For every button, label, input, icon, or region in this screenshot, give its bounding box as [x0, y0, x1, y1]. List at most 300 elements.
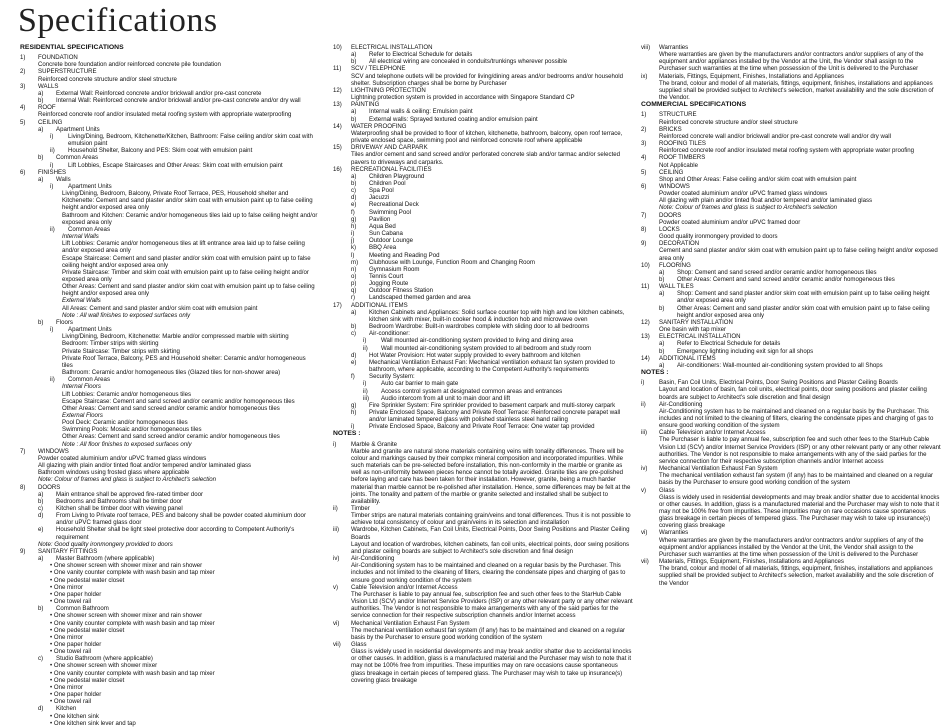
spec-heading	[20, 169, 318, 176]
item-number: 15)	[333, 144, 342, 152]
item-number: iii)	[333, 526, 340, 534]
item-number: vii)	[641, 558, 649, 566]
item-number: i)	[363, 337, 367, 345]
spec-heading	[333, 166, 633, 173]
spec-text: Private Roof Terrace, Balcony, PES and Household shelter: Ceramic and/or homogeneous tiles	[62, 354, 306, 369]
item-text: External walls: Sprayed textured coating and/or emulsion paint	[369, 115, 538, 123]
bullet-text: One towel rail	[53, 698, 92, 706]
item-text: Refer to Electrical Schedule for details	[369, 51, 473, 59]
item-text: SANITARY INSTALLATION	[659, 318, 733, 326]
item-text: Hot Water Provision: Hot water supply provided to every bathroom and kitchen	[369, 351, 581, 359]
spec-text: Reinforced concrete structure and/or steel structure	[38, 75, 177, 83]
item-number: 11)	[641, 283, 650, 291]
item-number: c)	[38, 655, 44, 663]
spec-subitem	[20, 605, 318, 612]
spec-subitem	[333, 209, 633, 216]
item-number: 2)	[20, 68, 26, 76]
item-number: g)	[351, 215, 357, 223]
spec-heading	[641, 226, 941, 233]
section-heading: NOTES :	[333, 430, 361, 438]
bullet-item	[20, 598, 318, 605]
item-number: i)	[333, 440, 337, 448]
item-text: Wardrobe, Kitchen Cabinets, Fan Coil Units, Electrical Points, Door Swing Positions and Plaster Ceiling Boards	[351, 526, 630, 541]
spec-text: Cement and sand plaster and/or skim coat with emulsion paint up to false ceiling height and/or exposed area only	[659, 247, 938, 262]
item-text: WALL TILES	[659, 283, 694, 291]
spec-heading	[20, 448, 318, 455]
spec-text: Powder coated aluminium and/or uPVC framed glass windows	[38, 454, 207, 462]
item-number: p)	[351, 280, 357, 288]
item-number: 6)	[641, 182, 647, 190]
spec-heading	[641, 169, 941, 176]
spec-text: External Floors	[62, 411, 103, 419]
spec-heading	[333, 641, 633, 648]
bullet-text: One paper holder	[53, 590, 102, 598]
item-text: Audio intercom from all unit to main door and lift	[381, 394, 511, 402]
spec-text: Living/Dining, Bedroom, Balcony, Private Roof Terrace, PES, Household shelter and Kitchenette: Cement and sand plaster and/or skim coat with emulsion paint up to false ceiling height and/or exposed area only	[62, 190, 313, 212]
bullet-item	[20, 641, 318, 648]
item-text: ELECTRICAL INSTALLATION	[351, 44, 433, 51]
spec-subitem	[641, 276, 941, 283]
item-text: Mechanical Ventilation Exhaust Fan System	[351, 619, 470, 627]
spec-subitem	[20, 526, 318, 540]
item-number: 1)	[641, 111, 647, 119]
bullet-text: One shower screen with shower mixer and rain shower	[53, 562, 203, 570]
spec-subitem	[20, 705, 318, 712]
spec-subitem	[333, 373, 633, 380]
item-text: Cable Television and/or Internet Access	[659, 429, 766, 437]
item-number: b)	[38, 605, 44, 613]
item-number: i)	[351, 230, 355, 238]
bullet-item	[20, 713, 318, 720]
spec-subitem	[333, 280, 633, 287]
item-number: 7)	[641, 211, 647, 219]
item-text: DOORS	[38, 483, 61, 491]
item-number: v)	[641, 486, 647, 494]
spec-subitem	[333, 323, 633, 330]
item-text: FOUNDATION	[38, 54, 78, 62]
spec-heading	[333, 441, 633, 448]
spec-text: Internal Walls	[62, 233, 99, 241]
item-text: ROOF	[38, 104, 56, 112]
spec-subitem	[641, 305, 941, 319]
spec-text: SCV and telephone outlets will be provided for living/dining areas and/or bedrooms and/or household shelter. Subscription charges shall be borne by Purchaser	[351, 72, 624, 87]
bullet-item	[20, 562, 318, 569]
spec-text: Other Areas: Cement and sand screed and/or ceramic and/or homogeneous tiles	[62, 433, 280, 441]
item-number: e)	[351, 358, 357, 366]
spec-heading	[20, 83, 318, 90]
bullet-icon: •	[50, 676, 54, 684]
item-number: a)	[351, 172, 357, 180]
item-number: d)	[351, 194, 357, 202]
item-text: Apartment Units	[68, 182, 112, 190]
item-number: a)	[659, 340, 665, 348]
bullet-text: One vanity counter complete with wash basin and tap mixer	[53, 569, 215, 577]
bullet-icon: •	[50, 698, 54, 706]
bullet-item	[20, 577, 318, 584]
item-text: Access control system at designated common areas and entrances	[381, 387, 563, 395]
spec-heading	[333, 65, 633, 72]
spec-text: All glazing with plain and/or tinted float and/or tempered and/or laminated glass	[659, 197, 873, 205]
spec-subitem	[333, 345, 633, 352]
column-middle	[333, 44, 633, 684]
spec-text: The mechanical ventilation exhaust fan system (if any) has to be maintained and cleaned on a regular basis by the Purchaser to ensure good working condition of the system	[351, 626, 626, 641]
bullet-text: One shower screen with shower mixer and rain shower	[53, 612, 203, 620]
spec-text: Marble and granite are natural stone materials containing veins with tonality differences. There will be colour and markings caused by their complex mineral composition and incorporated impurities. While such materials can be pre-selected before installation, this non-conformity in the marble or granite as well as non-uniformity between pieces hence cannot be totally avoided. Granite tiles are pre-polished before laying and care has been taken for their installation. However, granite, being a much harder material than marble cannot be re-polished after installation. Hence, some differences may be felt at the joints. The tonality and pattern of the marble or granite selected and installed shall be subject to availability.	[351, 447, 631, 505]
spec-heading	[333, 555, 633, 562]
spec-heading	[641, 140, 941, 147]
spec-heading	[20, 119, 318, 126]
item-text: DOORS	[659, 211, 682, 219]
item-number: k)	[351, 244, 357, 252]
item-number: iv)	[333, 555, 340, 563]
item-text: Warranties	[659, 44, 689, 51]
spec-subitem	[20, 154, 318, 161]
spec-heading	[641, 212, 941, 219]
spec-subitem	[333, 108, 633, 115]
spec-heading	[641, 558, 941, 565]
spec-text: Tiles and/or cement and sand screed and/or perforated concrete slab and/or tarmac and/or selected pavers to driveways and carparks.	[351, 151, 621, 166]
spec-subitem	[333, 380, 633, 387]
item-number: ix)	[641, 72, 648, 80]
item-text: ADDITIONAL ITEMS	[351, 301, 408, 309]
item-text: DRIVEWAY AND CARPARK	[351, 144, 428, 152]
spec-text: Lightning protection system is provided in accordance with Singapore Standard CP	[351, 94, 575, 102]
item-text: DECORATION	[659, 240, 700, 248]
bullet-icon: •	[50, 598, 54, 606]
spec-subitem	[333, 330, 633, 337]
spec-text: Concrete bore foundation and/or reinforced concrete pile foundation	[38, 61, 221, 69]
spec-subitem	[641, 340, 941, 347]
item-text: ADDITIONAL ITEMS	[659, 354, 716, 362]
spec-subitem	[20, 90, 318, 97]
item-number: b)	[38, 318, 44, 326]
item-text: Timber	[351, 505, 370, 512]
item-text: Air-conditioners: Wall-mounted air-conditioning system provided to all Shops	[677, 361, 883, 369]
item-number: 6)	[20, 168, 26, 176]
spec-text: The Purchaser is liable to pay annual fee, subscription fee and such other fees to the StarHub Cable Vision Ltd (SCV) and/or Internet Service Providers (ISP) or any other relevant party or any other relevant authorities. The Vendor is not responsible to make arrangements with any of the said parties for the service connection for their respective subscription channels and/or Internet access	[659, 436, 941, 465]
spec-text: Bathroom: Ceramic and/or homogeneous tiles (Glazed tiles for non-shower area)	[62, 369, 281, 377]
spec-text: Glass is widely used in residential developments and may break and/or shatter due to accidental knocks or other causes. In addition, glass is a manufactured material and the Purchaser may wish to note that it may not be 100% free from impurities. These impurities may on rare occasions cause spontaneous glass breakage in certain pieces of tempered glass. The Purchaser may wish to take up insurance(s) covering glass breakage	[351, 648, 632, 684]
item-text: Common Areas	[56, 154, 98, 162]
item-number: ii)	[50, 147, 55, 155]
spec-heading	[641, 355, 941, 362]
spec-subitem	[20, 655, 318, 662]
item-text: Internal Wall: Reinforced concrete and/or brickwall and/or pre-cast concrete and/or dry wall	[56, 97, 301, 105]
spec-heading	[641, 154, 941, 161]
spec-subitem	[20, 162, 318, 169]
spec-heading	[20, 104, 318, 111]
spec-subitem	[20, 555, 318, 562]
item-number: b)	[38, 497, 44, 505]
item-number: 11)	[333, 65, 342, 73]
item-text: Pavilion	[369, 215, 391, 223]
spec-subitem	[333, 201, 633, 208]
bullet-text: One pedestal water closet	[53, 576, 125, 584]
item-text: Lift Lobbies, Escape Staircases and Other Areas: Skim coat with emulsion paint	[68, 161, 283, 169]
spec-text: Bathroom windows using frosted glass where applicable	[38, 469, 190, 477]
item-number: 4)	[641, 154, 647, 162]
item-number: b)	[38, 97, 44, 105]
bullet-text: One vanity counter complete with wash basin and tap mixer	[53, 619, 215, 627]
item-text: Mechanical Ventilation Exhaust Fan System	[659, 465, 778, 473]
item-number: 7)	[20, 447, 26, 455]
spec-subitem	[20, 183, 318, 190]
spec-subitem	[333, 187, 633, 194]
spec-text: Glass is widely used in residential developments and may break and/or shatter due to accidental knocks or other causes. In addition, glass is a manufactured material and the Purchaser may wish to note that it may not be 100% free from impurities. These impurities may on rare occasions cause spontaneous glass breakage in certain pieces of tempered glass. The Purchaser may wish to take up insurance(s) covering glass breakage	[659, 493, 940, 530]
spec-text: All glazing with plain and/or tinted float and/or tempered and/or laminated glass	[38, 462, 252, 470]
item-number: j)	[351, 237, 355, 245]
item-text: Basin, Fan Coil Units, Electrical Points, Door Swing Positions and Plaster Ceiling Boards	[659, 379, 898, 387]
bullet-text: One towel rail	[53, 598, 92, 606]
bullet-icon: •	[50, 648, 54, 656]
bullet-item	[20, 698, 318, 705]
spec-subitem	[641, 362, 941, 369]
spec-text: All Areas: Cement and sand plaster and/or skim coat with emulsion paint	[62, 304, 258, 312]
column-commercial	[641, 44, 941, 587]
spec-text: Other Areas: Cement and sand plaster and/or skim coat with emulsion paint up to false ceiling height and/or exposed area only	[62, 283, 315, 298]
spec-heading	[641, 183, 941, 190]
spec-subitem	[333, 266, 633, 273]
item-text: SANITARY FITTINGS	[38, 547, 98, 555]
item-number: a)	[38, 125, 44, 133]
item-number: 13)	[641, 333, 650, 341]
item-number: a)	[351, 51, 357, 59]
spec-text: Internal Floors	[62, 383, 101, 391]
spec-text: Bathroom and Kitchen: Ceramic and/or homogeneous tiles laid up to false ceiling height and/or exposed area only	[62, 211, 318, 226]
spec-subitem	[333, 352, 633, 359]
item-number: 12)	[641, 318, 650, 326]
spec-text: Layout and location of wardrobes, kitchen cabinets, fan coil units, electrical points, door swing positions and plaster ceiling boards are subject to Architect's sole discretion and final design	[351, 540, 630, 555]
item-text: Emergency lighting including exit sign for all shops	[677, 347, 814, 355]
spec-subitem	[333, 294, 633, 301]
item-text: Apartment Units	[68, 326, 112, 334]
item-number: d)	[38, 705, 44, 713]
spec-text: The brand, colour and model of all materials, fittings, equipment, finishes, installations and appliances supplied shall be provided subject to Architect's selection, market availability and the sole discretion of the Vendor.	[659, 79, 934, 102]
bullet-text: One kitchen sink	[53, 712, 99, 720]
bullet-text: One paper holder	[53, 640, 102, 648]
item-number: b)	[351, 58, 357, 66]
item-text: Aqua Bed	[369, 222, 396, 230]
spec-heading	[333, 87, 633, 94]
item-text: BRICKS	[659, 125, 682, 133]
spec-heading	[333, 584, 633, 591]
bullet-item	[20, 677, 318, 684]
spec-subitem	[641, 269, 941, 276]
spec-subitem	[333, 216, 633, 223]
item-text: Children Pool	[369, 179, 406, 187]
spec-subitem	[641, 290, 941, 304]
item-number: c)	[351, 330, 357, 338]
item-text: BBQ Area	[369, 244, 397, 252]
bullet-item	[20, 670, 318, 677]
bullet-icon: •	[50, 719, 54, 727]
item-number: c)	[38, 505, 44, 512]
item-number: ii)	[333, 505, 338, 512]
item-text: LOCKS	[659, 225, 680, 233]
bullet-icon: •	[50, 569, 54, 577]
spec-subitem	[20, 126, 318, 133]
bullet-text: One pedestal water closet	[53, 676, 125, 684]
spec-text: The mechanical ventilation exhaust fan system (if any) has to be maintained and cleaned on a regular basis by the Purchaser to ensure good working condition of the system	[659, 472, 934, 487]
bullet-item	[20, 691, 318, 698]
item-number: a)	[351, 108, 357, 116]
item-text: Common Areas	[68, 376, 110, 384]
item-text: Other Areas: Cement and sand screed and/or ceramic and/or homogeneous tiles	[677, 276, 895, 283]
item-number: i)	[351, 423, 355, 431]
item-text: Common Bathroom	[56, 605, 109, 613]
spec-text: Reinforced concrete structure and/or steel structure	[659, 118, 798, 126]
bullet-text: One towel rail	[53, 648, 92, 656]
item-text: Household Shelter, Balcony and PES: Skim coat with emulsion paint	[68, 147, 253, 155]
spec-text: Shop and Other Areas: False ceiling and/or skim coat with emulsion paint	[659, 175, 857, 183]
item-number: a)	[38, 555, 44, 563]
spec-heading	[333, 302, 633, 309]
spec-heading	[641, 283, 941, 290]
item-text: From Living to Private roof terrace, PES and balcony shall be powder coated aluminium door and/or uPVC framed glass door	[56, 512, 306, 527]
item-text: Kitchen Cabinets and Appliances: Solid surface counter top with high and low kitchen cabinets, kitchen sink with mixer, built-in cooker hood & induction hob and microwave oven	[369, 308, 625, 323]
spec-text: Layout and location of basin, fan coil units, electrical points, door swing positions and plaster ceiling boards are subject to Architect's sole discretion and final design	[659, 386, 927, 401]
spec-subitem	[333, 287, 633, 294]
item-text: Apartment Units	[56, 125, 100, 133]
item-text: SUPERSTRUCTURE	[38, 68, 97, 76]
item-number: b)	[659, 304, 665, 312]
spec-heading	[20, 68, 318, 75]
item-number: c)	[351, 187, 357, 195]
item-text: Master Bathroom (where applicable)	[56, 555, 155, 563]
spec-heading	[641, 401, 941, 408]
spec-heading	[333, 505, 633, 512]
item-number: l)	[351, 251, 355, 259]
bullet-icon: •	[50, 662, 54, 670]
spec-heading	[641, 429, 941, 436]
spec-heading	[641, 379, 941, 386]
bullet-text: One paper holder	[53, 691, 102, 699]
item-number: a)	[38, 490, 44, 498]
spec-heading	[641, 44, 941, 51]
spec-text: Timber strips are natural materials containing grain/veins and tonal differences. Thus it is not possible to achieve total consistency of colour and grain/veins in its selection and installation	[351, 512, 631, 527]
spec-heading	[333, 144, 633, 151]
item-number: vi)	[333, 619, 340, 627]
bullet-item	[20, 627, 318, 634]
item-number: f)	[351, 208, 355, 216]
bullet-icon: •	[50, 669, 54, 677]
item-number: h)	[351, 408, 357, 416]
item-number: vi)	[641, 529, 648, 537]
spec-subitem	[333, 309, 633, 323]
item-text: Other Areas: Cement and sand plaster and/or skim coat with emulsion paint up to false ceiling height and/or exposed area only	[677, 304, 930, 319]
bullet-item	[20, 569, 318, 576]
spec-heading	[20, 54, 318, 61]
spec-subitem	[333, 409, 633, 423]
bullet-icon: •	[50, 626, 54, 634]
item-text: Studio Bathroom (where applicable)	[56, 655, 153, 663]
spec-text: Note: Good quality ironmongery provided to doors	[38, 540, 173, 548]
spec-subitem	[641, 348, 941, 355]
item-number: ii)	[641, 400, 646, 408]
item-number: 1)	[20, 54, 26, 62]
bullet-icon: •	[50, 691, 54, 699]
spec-subitem	[333, 252, 633, 259]
item-text: Mechanical Ventilation Exhaust Fan: Mechanical ventilation exhaust fan system provided to bathroom, where applicable, according to the Competent Authority's requirements	[369, 358, 615, 374]
item-number: 2)	[641, 125, 647, 133]
item-number: v)	[333, 583, 339, 591]
bullet-item	[20, 684, 318, 691]
spec-subitem	[20, 147, 318, 154]
item-text: ROOFING TILES	[659, 140, 706, 148]
spec-text: Waterproofing shall be provided to floor of kitchen, kitchenette, bathroom, balcony, open roof terrace, private enclosed space, swimming pool and reinforced concrete roof where applicable	[351, 129, 623, 145]
item-number: i)	[641, 379, 645, 387]
bullet-icon: •	[50, 576, 54, 584]
item-text: PAINTING	[351, 101, 380, 109]
spec-text: Reinforced concrete roof and/or insulated metal roofing system with appropriate waterproofing	[38, 111, 292, 119]
item-number: 9)	[20, 547, 26, 555]
bullet-item	[20, 612, 318, 619]
item-text: External Wall: Reinforced concrete and/or brickwall and/or pre-cast concrete	[56, 89, 262, 97]
item-text: Children Playground	[369, 172, 425, 180]
item-text: WATER PROOFING	[351, 122, 407, 130]
item-number: ii)	[363, 344, 368, 352]
bullet-item	[20, 584, 318, 591]
bullet-item	[20, 720, 318, 727]
item-text: Private Enclosed Space, Balcony and Private Roof Terrace: Reinforced concrete parapet wall and/or laminated tempered glass with polished stainless steel hand railing	[369, 408, 621, 424]
spec-heading	[641, 487, 941, 494]
section-heading: RESIDENTIAL SPECIFICATIONS	[20, 44, 124, 51]
item-text: Living/Dining, Bedroom, Kitchenette/Kitchen, Bathroom: False ceiling and/or skim coat with emulsion paint	[68, 132, 313, 148]
spec-heading	[641, 262, 941, 269]
spec-subitem	[333, 58, 633, 65]
spec-subitem	[333, 273, 633, 280]
item-text: Outdoor Fitness Station	[369, 287, 434, 295]
spec-text: Note: Colour of frames and glass is subject to Architect's selection	[38, 476, 217, 484]
item-number: 5)	[20, 118, 26, 126]
item-text: Jogging Route	[369, 280, 409, 288]
item-text: Marble & Granite	[351, 440, 398, 448]
item-number: iv)	[641, 465, 648, 473]
item-number: a)	[38, 175, 44, 183]
item-text: WINDOWS	[659, 182, 690, 190]
spec-text: The brand, colour and model of all materials, fittings, equipment, finishes, installations and appliances supplied shall be provided subject to Architect's selection, market availability and the sole discretion of the Vendor	[659, 565, 934, 587]
item-text: Spa Pool	[369, 187, 394, 195]
spec-subitem	[333, 173, 633, 180]
item-text: LIGHTNING PROTECTION	[351, 86, 426, 94]
spec-subitem	[20, 226, 318, 233]
item-text: Landscaped themed garden and area	[369, 294, 471, 302]
item-text: Bedroom Wardrobe: Built-in wardrobes complete with sliding door to all bedrooms	[369, 323, 590, 331]
item-number: q)	[351, 287, 357, 295]
item-number: i)	[50, 182, 54, 190]
item-text: Clubhouse with Lounge, Function Room and Changing Room	[369, 258, 535, 266]
item-text: FLOORING	[659, 261, 691, 269]
spec-subitem	[333, 337, 633, 344]
item-number: i)	[50, 161, 54, 169]
spec-text: Where warranties are given by the manufacturers and/or contractors and/or suppliers of any of the equipment and/or appliances installed by the Vendor at the Unit, the Vendor shall assign to the Purchaser such warranties at the time when possession of the Unit is delivered to the Purchaser	[659, 536, 924, 558]
item-number: e)	[38, 526, 44, 534]
spec-text: One basin with tap mixer	[659, 326, 727, 334]
spec-text: Other Areas: Cement and sand screed and/or ceramic and/or homogeneous tiles	[62, 404, 280, 412]
item-text: Floors	[56, 318, 73, 326]
spec-subitem	[20, 376, 318, 383]
item-text: Materials, Fittings, Equipment, Finishes, Installations and Appliances	[659, 72, 844, 80]
item-text: Recreational Deck	[369, 201, 419, 209]
item-number: i)	[363, 380, 367, 388]
bullet-item	[20, 648, 318, 655]
spec-heading	[641, 465, 941, 472]
spec-text: Reinforced concrete roof and/or insulated metal roofing system with appropriate water proofing	[659, 147, 915, 155]
item-number: a)	[38, 89, 44, 97]
spec-heading	[333, 526, 633, 540]
spec-subitem	[20, 133, 318, 147]
bullet-icon: •	[50, 633, 54, 641]
